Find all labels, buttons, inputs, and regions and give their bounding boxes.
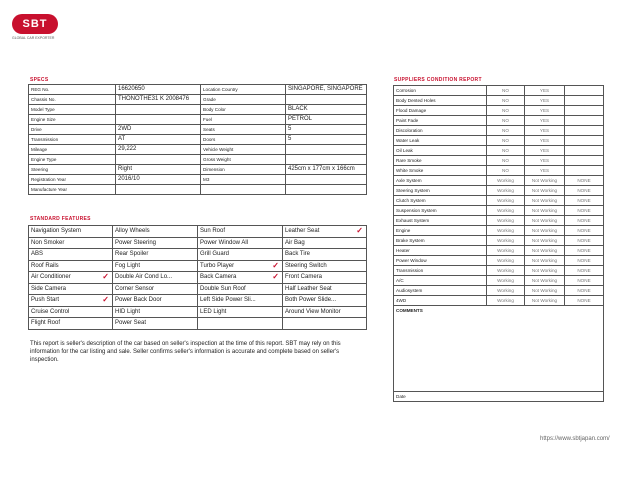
feature-cell bbox=[113, 306, 198, 318]
condition-empty-cell bbox=[565, 126, 604, 136]
none-option[interactable]: NONE bbox=[565, 206, 604, 216]
not-working-option[interactable]: Not Working bbox=[525, 216, 565, 226]
not-working-option[interactable]: Not Working bbox=[525, 256, 565, 266]
condition-item: Rare Smoke bbox=[394, 156, 487, 166]
spec-label: Mileage bbox=[29, 145, 116, 155]
feature-cell bbox=[198, 237, 283, 249]
spec-value: 29,222 bbox=[116, 145, 201, 155]
system-item: Clutch System bbox=[394, 196, 487, 206]
system-item: Transmission bbox=[394, 266, 487, 276]
feature-row bbox=[29, 272, 367, 284]
spec-label: Fuel bbox=[201, 115, 286, 125]
condition-item: Corrosion bbox=[394, 86, 487, 96]
condition-option[interactable]: NO bbox=[487, 126, 525, 136]
specs-row bbox=[29, 155, 367, 165]
standard-features-table bbox=[28, 225, 367, 330]
spec-label: Grade bbox=[201, 95, 286, 105]
condition-empty-cell bbox=[565, 96, 604, 106]
working-option[interactable]: Working bbox=[487, 236, 525, 246]
specs-row bbox=[29, 185, 367, 195]
feature-cell bbox=[29, 249, 113, 261]
feature-label: Push Start bbox=[31, 297, 60, 303]
feature-cell bbox=[283, 260, 367, 272]
working-option[interactable]: Working bbox=[487, 276, 525, 286]
none-option[interactable]: NONE bbox=[565, 236, 604, 246]
spec-label bbox=[201, 185, 286, 195]
not-working-option[interactable]: Not Working bbox=[525, 296, 565, 306]
spec-label: Engine Size bbox=[29, 115, 116, 125]
feature-cell bbox=[29, 318, 113, 330]
feature-cell bbox=[198, 306, 283, 318]
feature-cell bbox=[113, 237, 198, 249]
checkmark-icon: ✓ bbox=[272, 260, 279, 270]
condition-option[interactable]: YES bbox=[525, 156, 565, 166]
working-option[interactable]: Working bbox=[487, 256, 525, 266]
specs-row bbox=[29, 135, 367, 145]
specs-row bbox=[29, 165, 367, 175]
system-row bbox=[394, 196, 604, 206]
system-row bbox=[394, 226, 604, 236]
condition-row bbox=[394, 136, 604, 146]
condition-option[interactable]: YES bbox=[525, 146, 565, 156]
feature-label: Double Sun Roof bbox=[200, 285, 246, 292]
none-option[interactable]: NONE bbox=[565, 186, 604, 196]
working-option[interactable]: Working bbox=[487, 216, 525, 226]
not-working-option[interactable]: Not Working bbox=[525, 226, 565, 236]
none-option[interactable]: NONE bbox=[565, 296, 604, 306]
sbt-logo-tagline: GLOBAL CAR EXPORTER bbox=[12, 36, 55, 40]
feature-label: ABS bbox=[31, 251, 44, 257]
feature-cell bbox=[198, 272, 283, 284]
working-option[interactable]: Working bbox=[487, 206, 525, 216]
feature-cell bbox=[198, 318, 283, 330]
not-working-option[interactable]: Not Working bbox=[525, 186, 565, 196]
condition-row bbox=[394, 126, 604, 136]
checkmark-icon: ✓ bbox=[272, 272, 279, 281]
spec-label: M3 bbox=[201, 175, 286, 185]
feature-label: Left Side Power Sli... bbox=[200, 297, 256, 303]
feature-row bbox=[29, 295, 367, 307]
feature-cell bbox=[29, 306, 113, 318]
feature-label: Half Leather Seat bbox=[285, 285, 332, 292]
none-option[interactable]: NONE bbox=[565, 266, 604, 276]
spec-label: Engine Type bbox=[29, 155, 116, 165]
feature-label: Air Conditioner bbox=[31, 274, 71, 280]
system-item: Power Window bbox=[394, 256, 487, 266]
condition-empty-cell bbox=[565, 106, 604, 116]
condition-option[interactable]: NO bbox=[487, 106, 525, 116]
not-working-option[interactable]: Not Working bbox=[525, 176, 565, 186]
not-working-option[interactable]: Not Working bbox=[525, 206, 565, 216]
feature-row bbox=[29, 318, 367, 330]
sbt-logo bbox=[12, 14, 64, 50]
feature-row bbox=[29, 237, 367, 249]
feature-label: Fog Light bbox=[115, 262, 141, 269]
date-row bbox=[394, 392, 604, 402]
system-item: Heater bbox=[394, 246, 487, 256]
feature-cell bbox=[29, 237, 113, 249]
system-row bbox=[394, 276, 604, 286]
feature-cell bbox=[113, 249, 198, 261]
condition-empty-cell bbox=[565, 136, 604, 146]
feature-cell bbox=[283, 272, 367, 284]
sbt-logo-badge: SBT bbox=[12, 14, 58, 34]
feature-label: Front Camera bbox=[285, 274, 323, 280]
spec-value bbox=[286, 95, 367, 105]
specs-row bbox=[29, 145, 367, 155]
feature-label: Back Camera bbox=[200, 274, 237, 280]
feature-cell bbox=[113, 226, 198, 238]
specs-row bbox=[29, 85, 367, 95]
specs-row bbox=[29, 115, 367, 125]
not-working-option[interactable]: Not Working bbox=[525, 276, 565, 286]
not-working-option[interactable]: Not Working bbox=[525, 236, 565, 246]
condition-empty-cell bbox=[565, 116, 604, 126]
condition-report-heading: SUPPLIERS CONDITION REPORT bbox=[394, 77, 482, 83]
working-option[interactable]: Working bbox=[487, 176, 525, 186]
feature-row bbox=[29, 260, 367, 272]
condition-empty-cell bbox=[565, 166, 604, 176]
spec-value: 2WD bbox=[116, 125, 201, 135]
system-row bbox=[394, 216, 604, 226]
system-item: 4WD bbox=[394, 296, 487, 306]
none-option[interactable]: NONE bbox=[565, 286, 604, 296]
condition-report-table bbox=[393, 85, 604, 402]
feature-cell bbox=[29, 226, 113, 238]
none-option[interactable]: NONE bbox=[565, 226, 604, 236]
feature-label: Around View Monitor bbox=[285, 308, 341, 315]
spec-label: Gross Weight bbox=[201, 155, 286, 165]
condition-item: White Smoke bbox=[394, 166, 487, 176]
spec-label: Location Country bbox=[201, 85, 286, 95]
spec-value bbox=[116, 185, 201, 195]
system-row bbox=[394, 266, 604, 276]
none-option[interactable]: NONE bbox=[565, 196, 604, 206]
feature-cell bbox=[198, 295, 283, 307]
spec-value: 5 bbox=[286, 125, 367, 135]
standard-features-heading: STANDARD FEATURES bbox=[30, 216, 91, 222]
checkmark-icon: ✓ bbox=[356, 226, 363, 235]
feature-label: Alloy Wheels bbox=[115, 228, 150, 234]
system-item: Brake System bbox=[394, 236, 487, 246]
system-item: Suspension System bbox=[394, 206, 487, 216]
system-row bbox=[394, 176, 604, 186]
feature-label: Air Bag bbox=[285, 239, 305, 246]
condition-option[interactable]: NO bbox=[487, 146, 525, 156]
system-row bbox=[394, 296, 604, 306]
feature-label: HID Light bbox=[115, 308, 141, 315]
spec-value bbox=[116, 155, 201, 165]
condition-option[interactable]: YES bbox=[525, 96, 565, 106]
spec-label: Vehicle Weight bbox=[201, 145, 286, 155]
feature-row bbox=[29, 306, 367, 318]
feature-cell bbox=[113, 295, 198, 307]
feature-label: Side Camera bbox=[31, 285, 67, 292]
none-option[interactable]: NONE bbox=[565, 246, 604, 256]
feature-cell bbox=[198, 283, 283, 295]
condition-empty-cell bbox=[565, 86, 604, 96]
feature-label: Corner Sensor bbox=[115, 285, 155, 292]
system-item: Audiosystem bbox=[394, 286, 487, 296]
feature-cell bbox=[283, 283, 367, 295]
system-item: A/C bbox=[394, 276, 487, 286]
condition-option[interactable]: NO bbox=[487, 166, 525, 176]
feature-cell bbox=[29, 295, 113, 307]
none-option[interactable]: NONE bbox=[565, 256, 604, 266]
condition-option[interactable]: YES bbox=[525, 166, 565, 176]
feature-label: Power Window All bbox=[200, 239, 249, 246]
condition-item: Body Dented Holes bbox=[394, 96, 487, 106]
feature-label: Non Smoker bbox=[31, 239, 65, 246]
working-option[interactable]: Working bbox=[487, 226, 525, 236]
feature-label: Both Power Slide... bbox=[285, 297, 337, 303]
feature-label: Cruise Control bbox=[31, 308, 70, 315]
spec-label: Chassis No. bbox=[29, 95, 116, 105]
working-option[interactable]: Working bbox=[487, 286, 525, 296]
spec-value: 16620650 bbox=[116, 85, 201, 95]
feature-cell bbox=[283, 249, 367, 261]
feature-label: Roof Rails bbox=[31, 262, 59, 269]
feature-row bbox=[29, 249, 367, 261]
feature-label: Sun Roof bbox=[200, 228, 226, 234]
system-item: Axle System bbox=[394, 176, 487, 186]
condition-option[interactable]: NO bbox=[487, 96, 525, 106]
spec-value bbox=[286, 175, 367, 185]
checkmark-icon: ✓ bbox=[102, 272, 109, 281]
feature-label: Rear Spoiler bbox=[115, 251, 149, 257]
not-working-option[interactable]: Not Working bbox=[525, 286, 565, 296]
spec-value bbox=[286, 185, 367, 195]
none-option[interactable]: NONE bbox=[565, 176, 604, 186]
feature-label: Flight Roof bbox=[31, 320, 61, 326]
feature-row bbox=[29, 226, 367, 238]
specs-row bbox=[29, 105, 367, 115]
condition-item: Oil Leak bbox=[394, 146, 487, 156]
spec-label: Body Color bbox=[201, 105, 286, 115]
system-item: Exhaust System bbox=[394, 216, 487, 226]
condition-option[interactable]: YES bbox=[525, 136, 565, 146]
specs-row bbox=[29, 175, 367, 185]
system-row bbox=[394, 206, 604, 216]
feature-cell bbox=[29, 283, 113, 295]
condition-item: Paint Fade bbox=[394, 116, 487, 126]
system-item: Steering System bbox=[394, 186, 487, 196]
spec-label: Manufacture Year bbox=[29, 185, 116, 195]
feature-label: Double Air Cond Lo... bbox=[115, 274, 173, 280]
spec-value bbox=[286, 145, 367, 155]
spec-label: Registration Year bbox=[29, 175, 116, 185]
spec-value: BLACK bbox=[286, 105, 367, 115]
spec-value: PETROL bbox=[286, 115, 367, 125]
working-option[interactable]: Working bbox=[487, 296, 525, 306]
specs-table bbox=[28, 84, 367, 195]
spec-label: Model Type bbox=[29, 105, 116, 115]
feature-cell bbox=[198, 226, 283, 238]
condition-option[interactable]: NO bbox=[487, 156, 525, 166]
condition-item: Water Leak bbox=[394, 136, 487, 146]
comments-field[interactable]: COMMENTS bbox=[394, 306, 604, 392]
working-option[interactable]: Working bbox=[487, 186, 525, 196]
spec-label: Dimension bbox=[201, 165, 286, 175]
none-option[interactable]: NONE bbox=[565, 276, 604, 286]
feature-label: Back Tire bbox=[285, 251, 311, 257]
spec-value bbox=[116, 105, 201, 115]
feature-label: Leather Seat bbox=[285, 228, 320, 234]
feature-label: Grill Guard bbox=[200, 251, 230, 257]
spec-label: Drive bbox=[29, 125, 116, 135]
feature-cell bbox=[283, 295, 367, 307]
spec-label: REG No. bbox=[29, 85, 116, 95]
checkmark-icon: ✓ bbox=[102, 295, 109, 304]
spec-value: Right bbox=[116, 165, 201, 175]
condition-row bbox=[394, 166, 604, 176]
condition-row bbox=[394, 156, 604, 166]
condition-option[interactable]: YES bbox=[525, 106, 565, 116]
system-row bbox=[394, 186, 604, 196]
system-row bbox=[394, 286, 604, 296]
spec-value: 5 bbox=[286, 135, 367, 145]
comments-row bbox=[394, 306, 604, 392]
disclaimer-text: This report is seller's description of the car based on seller's inspection at the time of this report. SBT may rely on this information for the car listing and sale. Seller confirms seller's information is accurate and complete based on seller's inspection. bbox=[30, 341, 341, 363]
feature-cell bbox=[283, 306, 367, 318]
condition-row bbox=[394, 116, 604, 126]
condition-row bbox=[394, 146, 604, 156]
system-row bbox=[394, 246, 604, 256]
feature-cell bbox=[113, 272, 198, 284]
system-item: Engine bbox=[394, 226, 487, 236]
condition-row bbox=[394, 96, 604, 106]
specs-row bbox=[29, 125, 367, 135]
spec-value: THONOTHE31 K 2008476 bbox=[116, 95, 201, 105]
spec-value: 2016/10 bbox=[116, 175, 201, 185]
spec-label: Transmission bbox=[29, 135, 116, 145]
spec-value: AT bbox=[116, 135, 201, 145]
condition-empty-cell bbox=[565, 146, 604, 156]
spec-label: Doors bbox=[201, 135, 286, 145]
working-option[interactable]: Working bbox=[487, 266, 525, 276]
none-option[interactable]: NONE bbox=[565, 216, 604, 226]
feature-cell bbox=[198, 249, 283, 261]
condition-row bbox=[394, 106, 604, 116]
feature-label: Turbo Player bbox=[200, 262, 235, 269]
feature-label: Navigation System bbox=[31, 228, 82, 234]
spec-value: SINGAPORE, SINGAPORE bbox=[286, 85, 367, 95]
specs-heading: SPECS bbox=[30, 77, 49, 83]
feature-cell bbox=[29, 260, 113, 272]
feature-cell bbox=[283, 237, 367, 249]
feature-label: LED Light bbox=[200, 308, 227, 315]
spec-value: 425cm x 177cm x 166cm bbox=[286, 165, 367, 175]
spec-label: Seats bbox=[201, 125, 286, 135]
working-option[interactable]: Working bbox=[487, 196, 525, 206]
condition-row bbox=[394, 86, 604, 96]
condition-empty-cell bbox=[565, 156, 604, 166]
not-working-option[interactable]: Not Working bbox=[525, 246, 565, 256]
feature-label: Steering Switch bbox=[285, 262, 327, 269]
feature-cell bbox=[283, 318, 367, 330]
feature-row bbox=[29, 283, 367, 295]
spec-value bbox=[116, 115, 201, 125]
specs-row bbox=[29, 95, 367, 105]
feature-label: Power Seat bbox=[115, 320, 147, 326]
feature-cell bbox=[113, 283, 198, 295]
feature-cell bbox=[198, 260, 283, 272]
condition-item: Flood Damage bbox=[394, 106, 487, 116]
system-row bbox=[394, 256, 604, 266]
condition-option[interactable]: YES bbox=[525, 86, 565, 96]
spec-label: Steering bbox=[29, 165, 116, 175]
working-option[interactable]: Working bbox=[487, 246, 525, 256]
feature-label: Power Back Door bbox=[115, 297, 162, 303]
date-field[interactable]: Date bbox=[394, 392, 604, 402]
not-working-option[interactable]: Not Working bbox=[525, 266, 565, 276]
condition-item: Discoloration bbox=[394, 126, 487, 136]
website-url[interactable]: https://www.sbtjapan.com/ bbox=[540, 436, 610, 442]
feature-cell bbox=[29, 272, 113, 284]
feature-cell bbox=[113, 318, 198, 330]
spec-value bbox=[286, 155, 367, 165]
condition-option[interactable]: YES bbox=[525, 116, 565, 126]
condition-option[interactable]: NO bbox=[487, 116, 525, 126]
feature-label: Power Steering bbox=[115, 239, 157, 246]
condition-option[interactable]: YES bbox=[525, 126, 565, 136]
feature-cell bbox=[283, 226, 367, 238]
not-working-option[interactable]: Not Working bbox=[525, 196, 565, 206]
condition-option[interactable]: NO bbox=[487, 86, 525, 96]
condition-option[interactable]: NO bbox=[487, 136, 525, 146]
feature-cell bbox=[113, 260, 198, 272]
system-row bbox=[394, 236, 604, 246]
